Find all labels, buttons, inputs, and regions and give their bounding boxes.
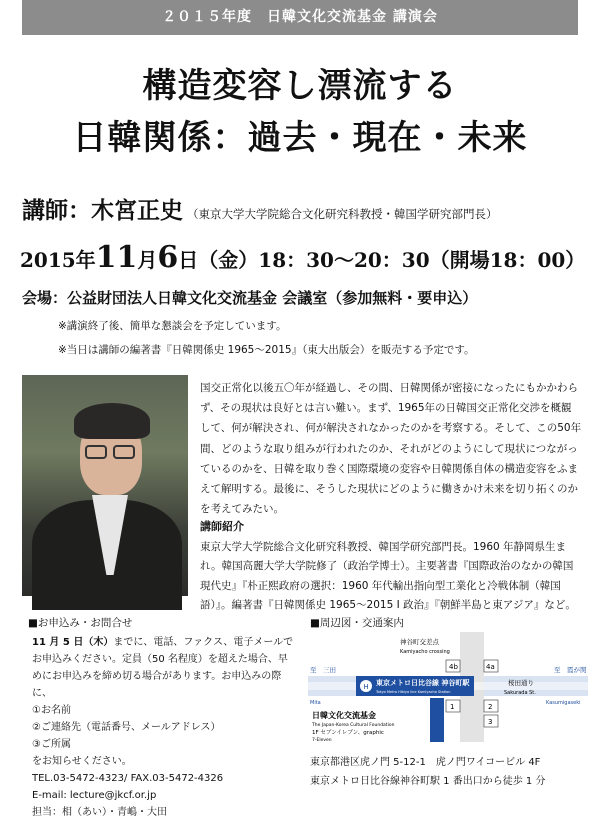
- svg-text:3: 3: [488, 718, 493, 726]
- apply-tel: TEL.03-5472-4323/ FAX.03-5472-4326: [32, 773, 224, 784]
- title-line-2: 日韓関係：過去・現在・未来: [72, 118, 528, 158]
- date-month-unit: 月: [137, 248, 158, 272]
- access-directions: 東京メトロ日比谷線神谷町駅 1 番出口から徒歩 1 分: [310, 776, 546, 787]
- title-line-1: 構造変容し漂流する: [142, 66, 458, 106]
- apply-heading: ■お申込み・お問合せ: [28, 617, 133, 629]
- note-book-sale: ※当日は講師の編著書『日韓関係史 1965〜2015』（東大出版会）を販売する予定です。: [58, 344, 475, 356]
- svg-text:H: H: [363, 683, 369, 691]
- lecture-description: 国交正常化以後五〇年が経過し、その間、日韓関係が密接になったにもかかわらず、その現状は良好とは言い難い。まず、1965年の日韓国交正常化交渉を概観して、何が解決され、何が解決されなかったのかを考察する。そして、この50年間、どのような取り組みが行われたのか、それがどのようにして現状につながっているのかを、日韓を取り巻く国際環境の変容や日韓関係自体の構造変容をふまえて解明する。最後に、そうした現状にどのように働きかけ未来を切り拓くのかを考えてみたい。: [200, 382, 582, 516]
- intro-body: 東京大学大学院総合文化研究科教授、韓国学研究部門長。1960 年静岡県生まれ。韓国高麗大学大学院修了（政治学博士）。主要著書『国際政治のなかの韓国現代史』『朴正熙政府の選択：1960 年代輸出指向型工業化と冷戦体制（韓国語）』。編著書『日韓関係史 1965〜2015 I 政治』『朝鮮半島と東アジア』など。: [200, 541, 576, 611]
- date-time: （金）18：30〜20：30（開場18：00）: [198, 248, 586, 272]
- foundation-label-jp: 日韓文化交流基金: [312, 711, 376, 720]
- date-day: 6: [157, 240, 179, 275]
- apply-notice: をお知らせください。: [32, 756, 132, 767]
- header-banner: ２０１５年度 日韓文化交流基金 講演会: [22, 0, 578, 35]
- date-month: 11: [95, 240, 138, 275]
- kasumi-label-jp: 至 霞が関: [554, 666, 587, 674]
- apply-item-name: ①お名前: [32, 705, 71, 716]
- kasumi-label-en: Kasumigaseki: [546, 700, 581, 706]
- svg-text:1: 1: [450, 703, 455, 711]
- mita-label-jp: 至 三田: [310, 666, 336, 674]
- crossing-label-jp: 神谷町交差点: [400, 638, 439, 646]
- apply-item-contact: ②ご連絡先（電話番号、メールアドレス）: [32, 722, 221, 733]
- lecturer-name: 講師：木宮正史: [22, 198, 183, 224]
- access-map: [308, 632, 588, 742]
- event-date: [20, 240, 585, 275]
- date-day-unit: 日: [178, 248, 199, 272]
- lecturer: [22, 192, 498, 225]
- lecture-title: [0, 60, 600, 164]
- map-heading: ■周辺図・交通案内: [310, 617, 404, 629]
- street-label-jp: 桜田通り: [508, 679, 534, 687]
- svg-text:4b: 4b: [449, 663, 458, 671]
- intro-heading: 講師紹介: [200, 520, 244, 533]
- store-label-jp: 1F セブンイレブン、graphic: [312, 730, 384, 736]
- apply-deadline: 11 月 5 日（木）: [32, 637, 114, 648]
- foundation-label-en: The Japan-Korea Cultural Foundation: [312, 723, 395, 728]
- apply-info: [32, 634, 297, 821]
- apply-item-affiliation: ③ご所属: [32, 739, 71, 750]
- lecturer-affiliation: （東京大学大学院総合文化研究科教授・韓国学研究部門長）: [187, 207, 498, 221]
- apply-body: までに、電話、ファクス、電子メールでお申込みください。定員（50 名程度）を超えた場合、早めにお申込みを締め切る場合があります。お申込みの際に、: [32, 637, 294, 699]
- note-reception: ※講演終了後、簡単な懇談会を予定しています。: [58, 320, 287, 332]
- address-line: 東京都港区虎ノ門 5-12-1 虎ノ門ワイコービル 4F: [310, 757, 541, 768]
- apply-email[interactable]: E-mail: lecture@jkcf.or.jp: [32, 790, 157, 801]
- lecturer-photo: [22, 375, 188, 596]
- crossing-label-en: Kamiyacho crossing: [400, 649, 450, 655]
- date-year: 2015年: [20, 248, 96, 272]
- station-label-en: Tokyo Metro Hibiya line Kamiyacho Station: [376, 690, 451, 694]
- svg-text:2: 2: [488, 703, 493, 711]
- mita-label-en: Mita: [310, 700, 321, 706]
- station-label-jp: 東京メトロ日比谷線 神谷町駅: [376, 679, 470, 687]
- venue: 会場：公益財団法人日韓文化交流基金 会議室（参加無料・要申込）: [22, 289, 478, 307]
- svg-text:4a: 4a: [486, 663, 495, 671]
- store-label-en: 7-Eleven: [312, 738, 332, 743]
- apply-contact: 担当：相（あい）・青嶋・大田: [32, 807, 167, 818]
- street-label-en: Sakurada St.: [504, 690, 536, 696]
